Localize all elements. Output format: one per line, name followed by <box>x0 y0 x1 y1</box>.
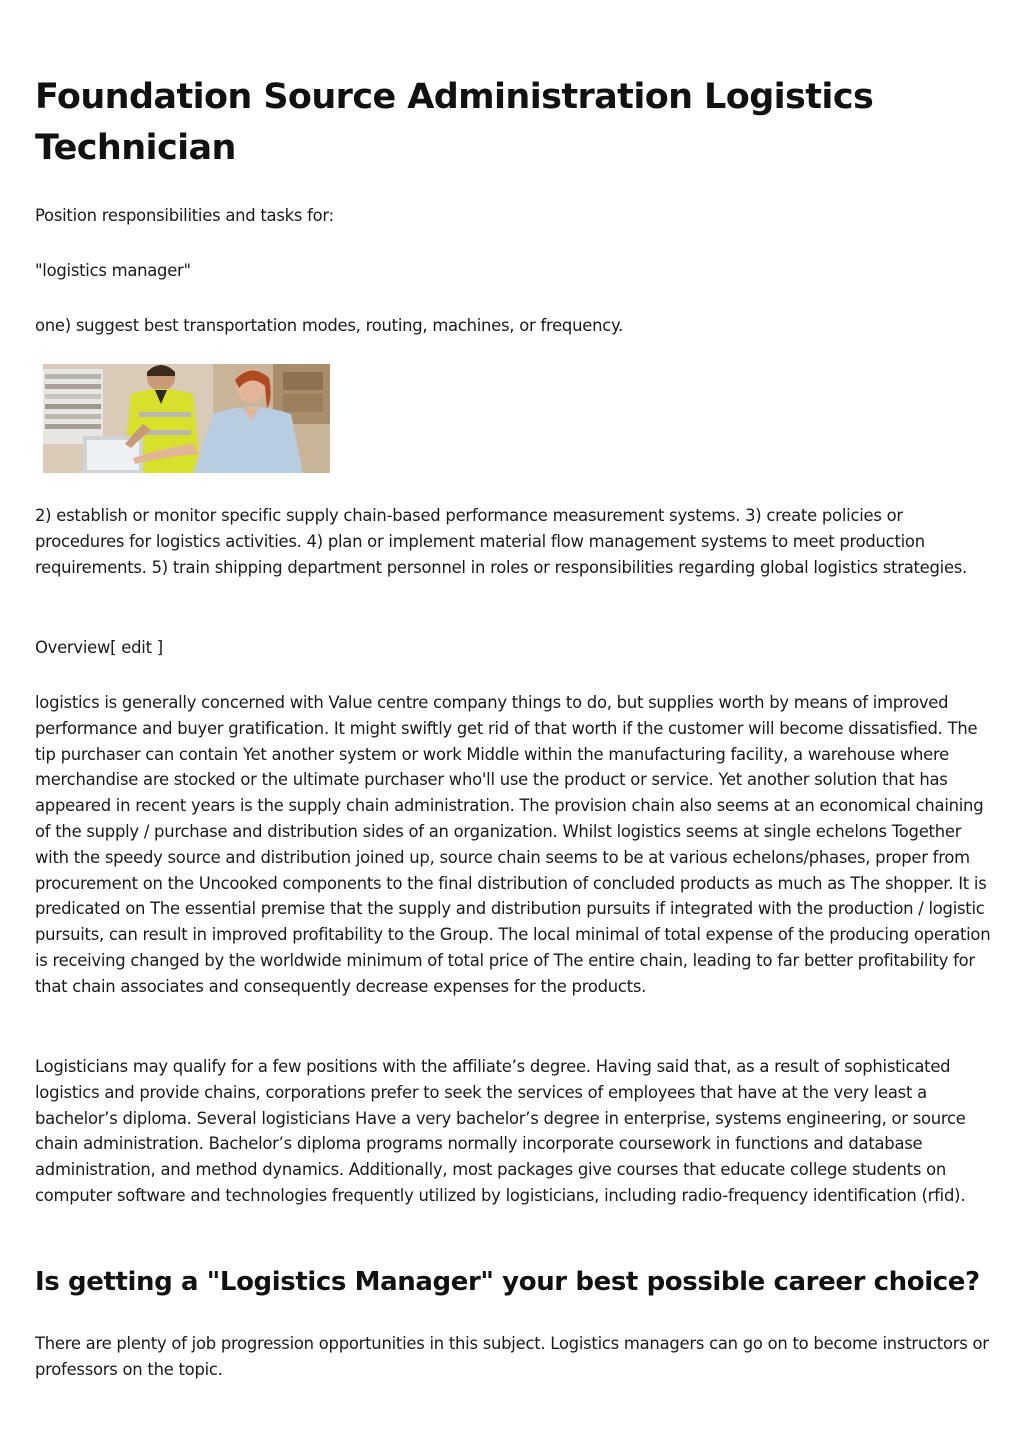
education-paragraph: Logisticians may qualify for a few positions with the affiliate’s degree. Having said that, as a result of sophisticated logistics and provide chains, corporations prefer to seek the services of employees that have at the very least a bachelor’s diploma. Several logisticians Have a very bachelor’s degree in enterprise, systems engineering, or source chain administration. Bachelor’s diploma programs normally incorporate coursework in functions and database administration, and method dynamics. Additionally, most packages give courses that educate college students on computer software and technologies frequently utilized by logisticians, including radio-frequency identification (rfid). <box>35 1057 966 1205</box>
task-one-paragraph: one) suggest best transportation modes, routing, machines, or frequency. <box>35 316 624 335</box>
job-query-paragraph: "logistics manager" <box>35 261 191 280</box>
intro-paragraph: Position responsibilities and tasks for: <box>35 206 334 225</box>
overview-heading: Overview[ edit ] <box>35 638 163 657</box>
warehouse-workers-photo <box>43 364 330 473</box>
career-paragraph: There are plenty of job progression opportunities in this subject. Logistics managers can go on to become instructors or professors on the topic. <box>35 1334 989 1379</box>
page-title: Foundation Source Administration Logistics Technician <box>35 77 874 168</box>
career-heading: Is getting a "Logistics Manager" your best possible career choice? <box>35 1267 980 1297</box>
tasks-paragraph: 2) establish or monitor specific supply chain-based performance measurement systems. 3) create policies or procedures for logistics activities. 4) plan or implement material flow management systems to meet production requirements. 5) train shipping department personnel in roles or responsibilities regarding global logistics strategies. <box>35 506 968 577</box>
overview-paragraph: logistics is generally concerned with Value centre company things to do, but supplies worth by means of improved performance and buyer gratification. It might swiftly get rid of that worth if the customer will become dissatisfied. The tip purchaser can contain Yet another system or work Middle within the manufacturing facility, a warehouse where merchandise are stocked or the ultimate purchaser who'll use the product or service. Yet another solution that has appeared in recent years is the supply chain administration. The provision chain also seems at an economical chaining of the supply / purchase and distribution sides of an organization. Whilst logistics seems at single echelons Together with the speedy source and distribution joined up, source chain seems to be at various echelons/phases, proper from procurement on the Uncooked components to the final distribution of concluded products as much as The shopper. It is predicated on The essential premise that the supply and distribution pursuits if integrated with the production / logistic pursuits, can result in improved profitability to the Group. The local minimal of total expense of the producing operation is receiving changed by the worldwide minimum of total price of The entire chain, leading to far better profitability for that chain associates and consequently decrease expenses for the products. <box>35 693 991 996</box>
